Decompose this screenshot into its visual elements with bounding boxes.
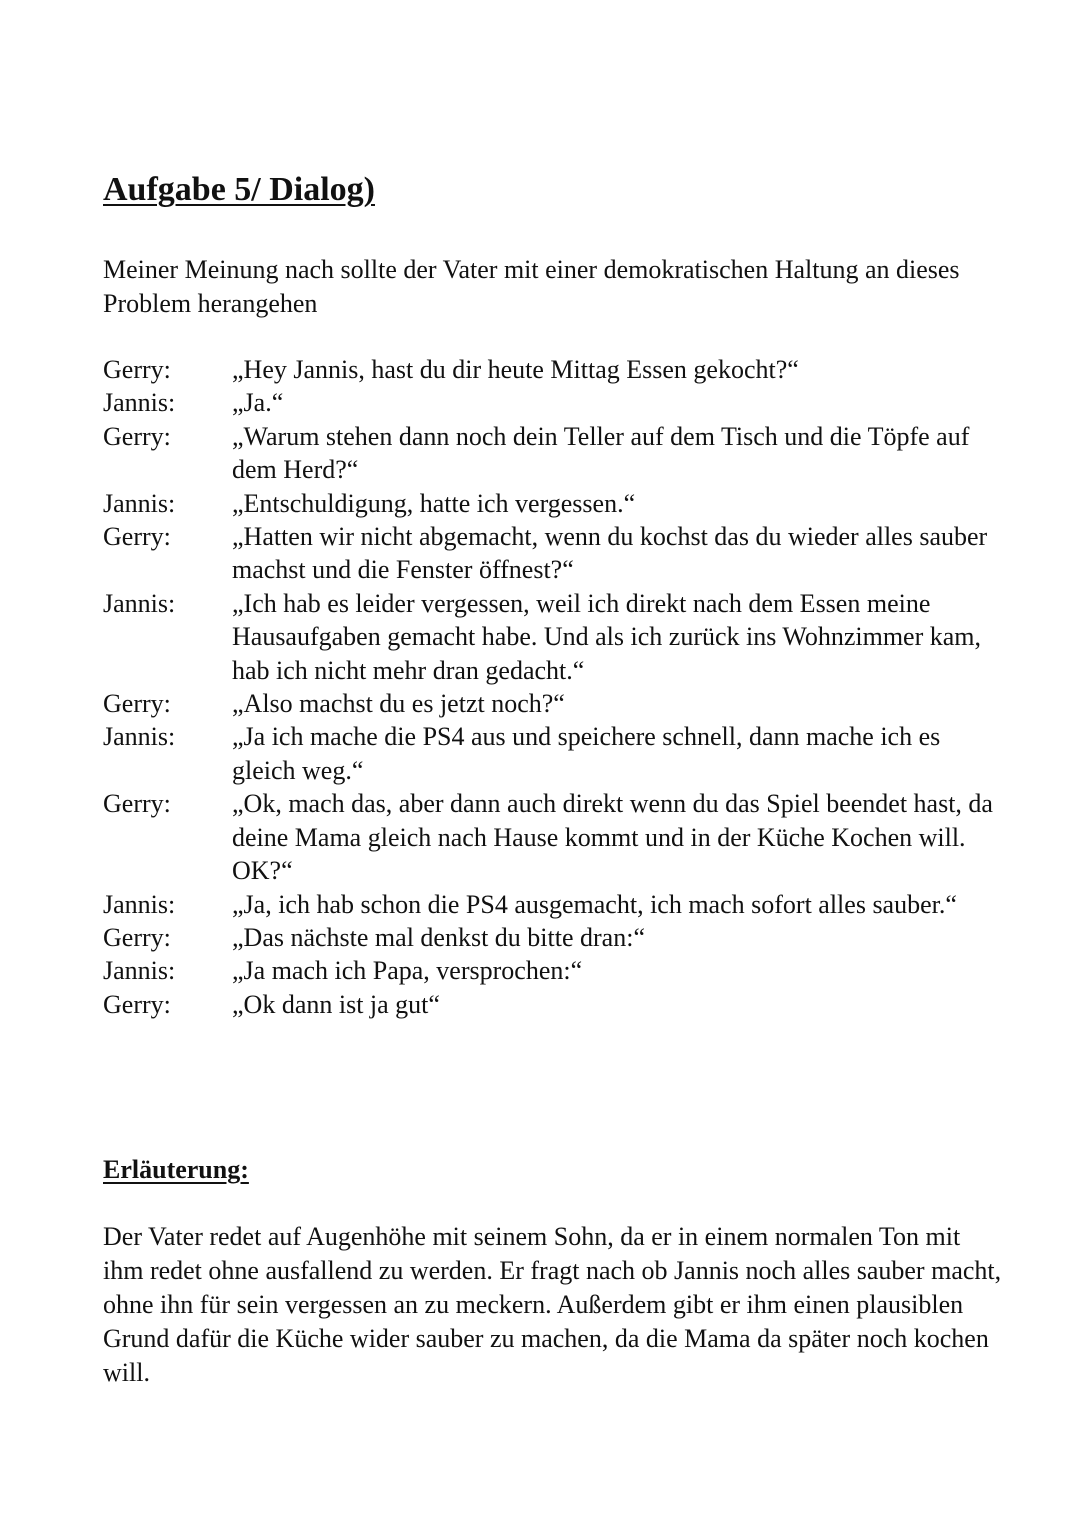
speaker-name: Jannis: (103, 889, 176, 919)
dialog-line (103, 587, 1003, 687)
dialog-line (103, 787, 1003, 887)
speaker-name: Gerry: (103, 689, 171, 719)
utterance: „Ich hab es leider vergessen, weil ich direkt nach dem Essen meine Hausaufgaben gemacht habe. Und als ich zurück ins Wohnzimmer kam, hab ich nicht mehr dran gedacht.“ (232, 588, 982, 685)
dialog-line (103, 487, 1003, 520)
dialog-line (103, 353, 1003, 386)
dialog-line (103, 687, 1003, 720)
dialog-line (103, 888, 1003, 921)
intro-paragraph: Meiner Meinung nach sollte der Vater mit einer demokratischen Haltung an dieses Problem herangehen (103, 255, 960, 318)
utterance: „Ok dann ist ja gut“ (232, 989, 440, 1019)
speaker-name: Jannis: (103, 588, 176, 618)
dialog-line (103, 386, 1003, 419)
dialog-line (103, 520, 1003, 587)
utterance: „Also machst du es jetzt noch?“ (232, 689, 565, 719)
speaker-name: Gerry: (103, 922, 171, 952)
dialog-line (103, 420, 1003, 487)
speaker-name: Jannis: (103, 956, 176, 986)
speaker-name: Jannis: (103, 388, 176, 418)
dialog-line (103, 720, 1003, 787)
utterance: „Ja.“ (232, 388, 284, 418)
dialog-list (103, 353, 1003, 1021)
utterance: „Warum stehen dann noch dein Teller auf dem Tisch und die Töpfe auf dem Herd?“ (232, 421, 970, 485)
page-title: Aufgabe 5/ Dialog) (103, 171, 375, 208)
utterance: „Hatten wir nicht abgemacht, wenn du kochst das du wieder alles sauber machst und die Fenster öffnest?“ (232, 522, 988, 585)
utterance: „Ok, mach das, aber dann auch direkt wenn du das Spiel beendet hast, da deine Mama gleich nach Hause kommt und in der Küche Kochen will. OK?“ (232, 789, 993, 886)
explanation-paragraph: Der Vater redet auf Augenhöhe mit seinem Sohn, da er in einem normalen Ton mit ihm redet ohne ausfallend zu werden. Er fragt nach ob Jannis noch alles sauber macht, ohne ihn für sein vergessen an zu meckern. Außerdem gibt er ihm einen plausiblen Grund dafür die Küche wider sauber zu machen, da die Mama da später noch kochen will. (103, 1222, 1002, 1387)
dialog-line (103, 921, 1003, 954)
utterance: „Entschuldigung, hatte ich vergessen.“ (232, 488, 636, 518)
speaker-name: Gerry: (103, 989, 171, 1019)
speaker-name: Gerry: (103, 421, 171, 451)
section-heading: Erläuterung: (103, 1155, 249, 1184)
speaker-name: Jannis: (103, 722, 176, 752)
dialog-line (103, 988, 1003, 1021)
utterance: „Ja ich mache die PS4 aus und speichere schnell, dann mache ich es gleich weg.“ (232, 722, 941, 785)
utterance: „Ja, ich hab schon die PS4 ausgemacht, ich mach sofort alles sauber.“ (232, 889, 957, 919)
speaker-name: Jannis: (103, 488, 176, 518)
speaker-name: Gerry: (103, 355, 171, 384)
utterance: „Hey Jannis, hast du dir heute Mittag Essen gekocht?“ (232, 355, 799, 384)
speaker-name: Gerry: (103, 789, 171, 819)
dialog-line (103, 954, 1003, 987)
utterance: „Ja mach ich Papa, versprochen:“ (232, 956, 583, 986)
speaker-name: Gerry: (103, 522, 171, 552)
utterance: „Das nächste mal denkst du bitte dran:“ (232, 922, 645, 952)
